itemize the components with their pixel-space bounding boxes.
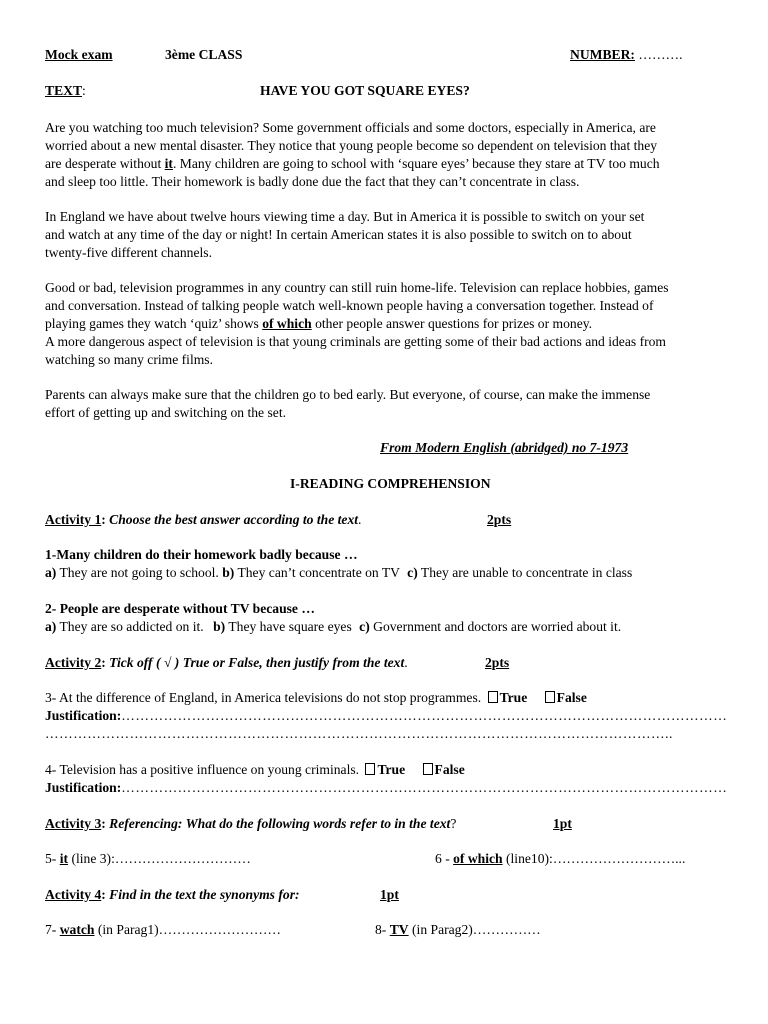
passage-paragraph-4: Parents can always make sure that the children go to bed early. But everyone, of course, can make the immense effort of getting up and switching on the set. — [45, 387, 651, 420]
question-2-options: a) They are so addicted on it. b) They have square eyes c) Government and doctors are worried about it. — [45, 619, 622, 634]
number-value: ………. — [638, 47, 683, 62]
activity-4-points: 1pt — [380, 887, 399, 902]
activity-3-points: 1pt — [553, 816, 572, 831]
question-2: 2- People are desperate without TV because … — [45, 601, 315, 616]
class-label: 3ème CLASS — [165, 47, 243, 62]
activity-3-header: Activity 3: Referencing: What do the following words refer to in the text? — [45, 816, 457, 831]
activity-2-header: Activity 2: Tick off ( √ ) True or False, then justify from the text. — [45, 655, 408, 670]
reference-item-5[interactable]: 5- it (line 3):………………………… — [45, 851, 251, 866]
synonym-item-7[interactable]: 7- watch (in Parag1)……………………… — [45, 922, 282, 937]
question-4: 4- Television has a positive influence on young criminals. True False — [45, 762, 465, 777]
passage-paragraph-3: Good or bad, television programmes in any country can still ruin home-life. Television can replace hobbies, games and conversation. Instead of talking people watch well-known people having a conversation together. Instead of playing games they watch ‘quiz’ shows of which other people answer questions for prizes or money. A more dangerous aspect of television is that young criminals are getting some of their bad actions and ideas from watching so many crime films. — [45, 280, 669, 367]
activity-4-header: Activity 4: Find in the text the synonyms for: — [45, 887, 300, 902]
question-3: 3- At the difference of England, in America televisions do not stop programmes. True False — [45, 690, 587, 705]
text-label: TEXT: — [45, 83, 86, 98]
passage-paragraph-1: Are you watching too much television? Some government officials and some doctors, especially in America, are worried about a new mental disaster. They notice that young people become so dependent on television that they are desperate without it. Many children are going to school with ‘square eyes’ because they stare at TV too much and sleep too little. Their homework is badly done due the fact that they can’t concentrate in class. — [45, 120, 660, 189]
activity-2-points: 2pts — [485, 655, 510, 670]
justification-q3[interactable]: Justification:………………………………………………………………………………………………………………… — [45, 708, 728, 723]
number-label: NUMBER: — [570, 47, 635, 62]
justification-q3-line2[interactable]: …………………………………………………………………………………………………………………….. — [45, 726, 673, 741]
exam-label: Mock exam — [45, 47, 113, 62]
activity-1-header: Activity 1: Choose the best answer according to the text. — [45, 512, 362, 527]
passage-source: From Modern English (abridged) no 7-1973 — [380, 440, 629, 455]
reference-item-6[interactable]: 6 - of which (line10):………………………... — [435, 851, 686, 866]
question-1-options: a) They are not going to school. b) They can’t concentrate on TV c) They are unable to concentrate in class — [45, 565, 633, 580]
number-field — [570, 47, 683, 63]
passage-title: HAVE YOU GOT SQUARE EYES? — [260, 83, 470, 98]
false-checkbox-q3[interactable] — [545, 691, 555, 703]
justification-q4[interactable]: Justification:………………………………………………………………………………………………………………… — [45, 780, 728, 795]
synonym-item-8[interactable]: 8- TV (in Parag2)…………… — [375, 922, 541, 937]
question-1: 1-Many children do their homework badly because … — [45, 547, 358, 562]
referent-of-which: of which — [262, 316, 312, 331]
true-checkbox-q3[interactable] — [488, 691, 498, 703]
passage-paragraph-2: In England we have about twelve hours viewing time a day. But in America it is possible to switch on your set and watch at any time of the day or night! In certain American states it is also possible to switch on to about twenty-five different channels. — [45, 209, 645, 260]
activity-1-points: 2pts — [487, 512, 512, 527]
false-checkbox-q4[interactable] — [423, 763, 433, 775]
section-title: I-READING COMPREHENSION — [290, 476, 491, 491]
true-checkbox-q4[interactable] — [365, 763, 375, 775]
referent-it: it — [164, 156, 173, 171]
